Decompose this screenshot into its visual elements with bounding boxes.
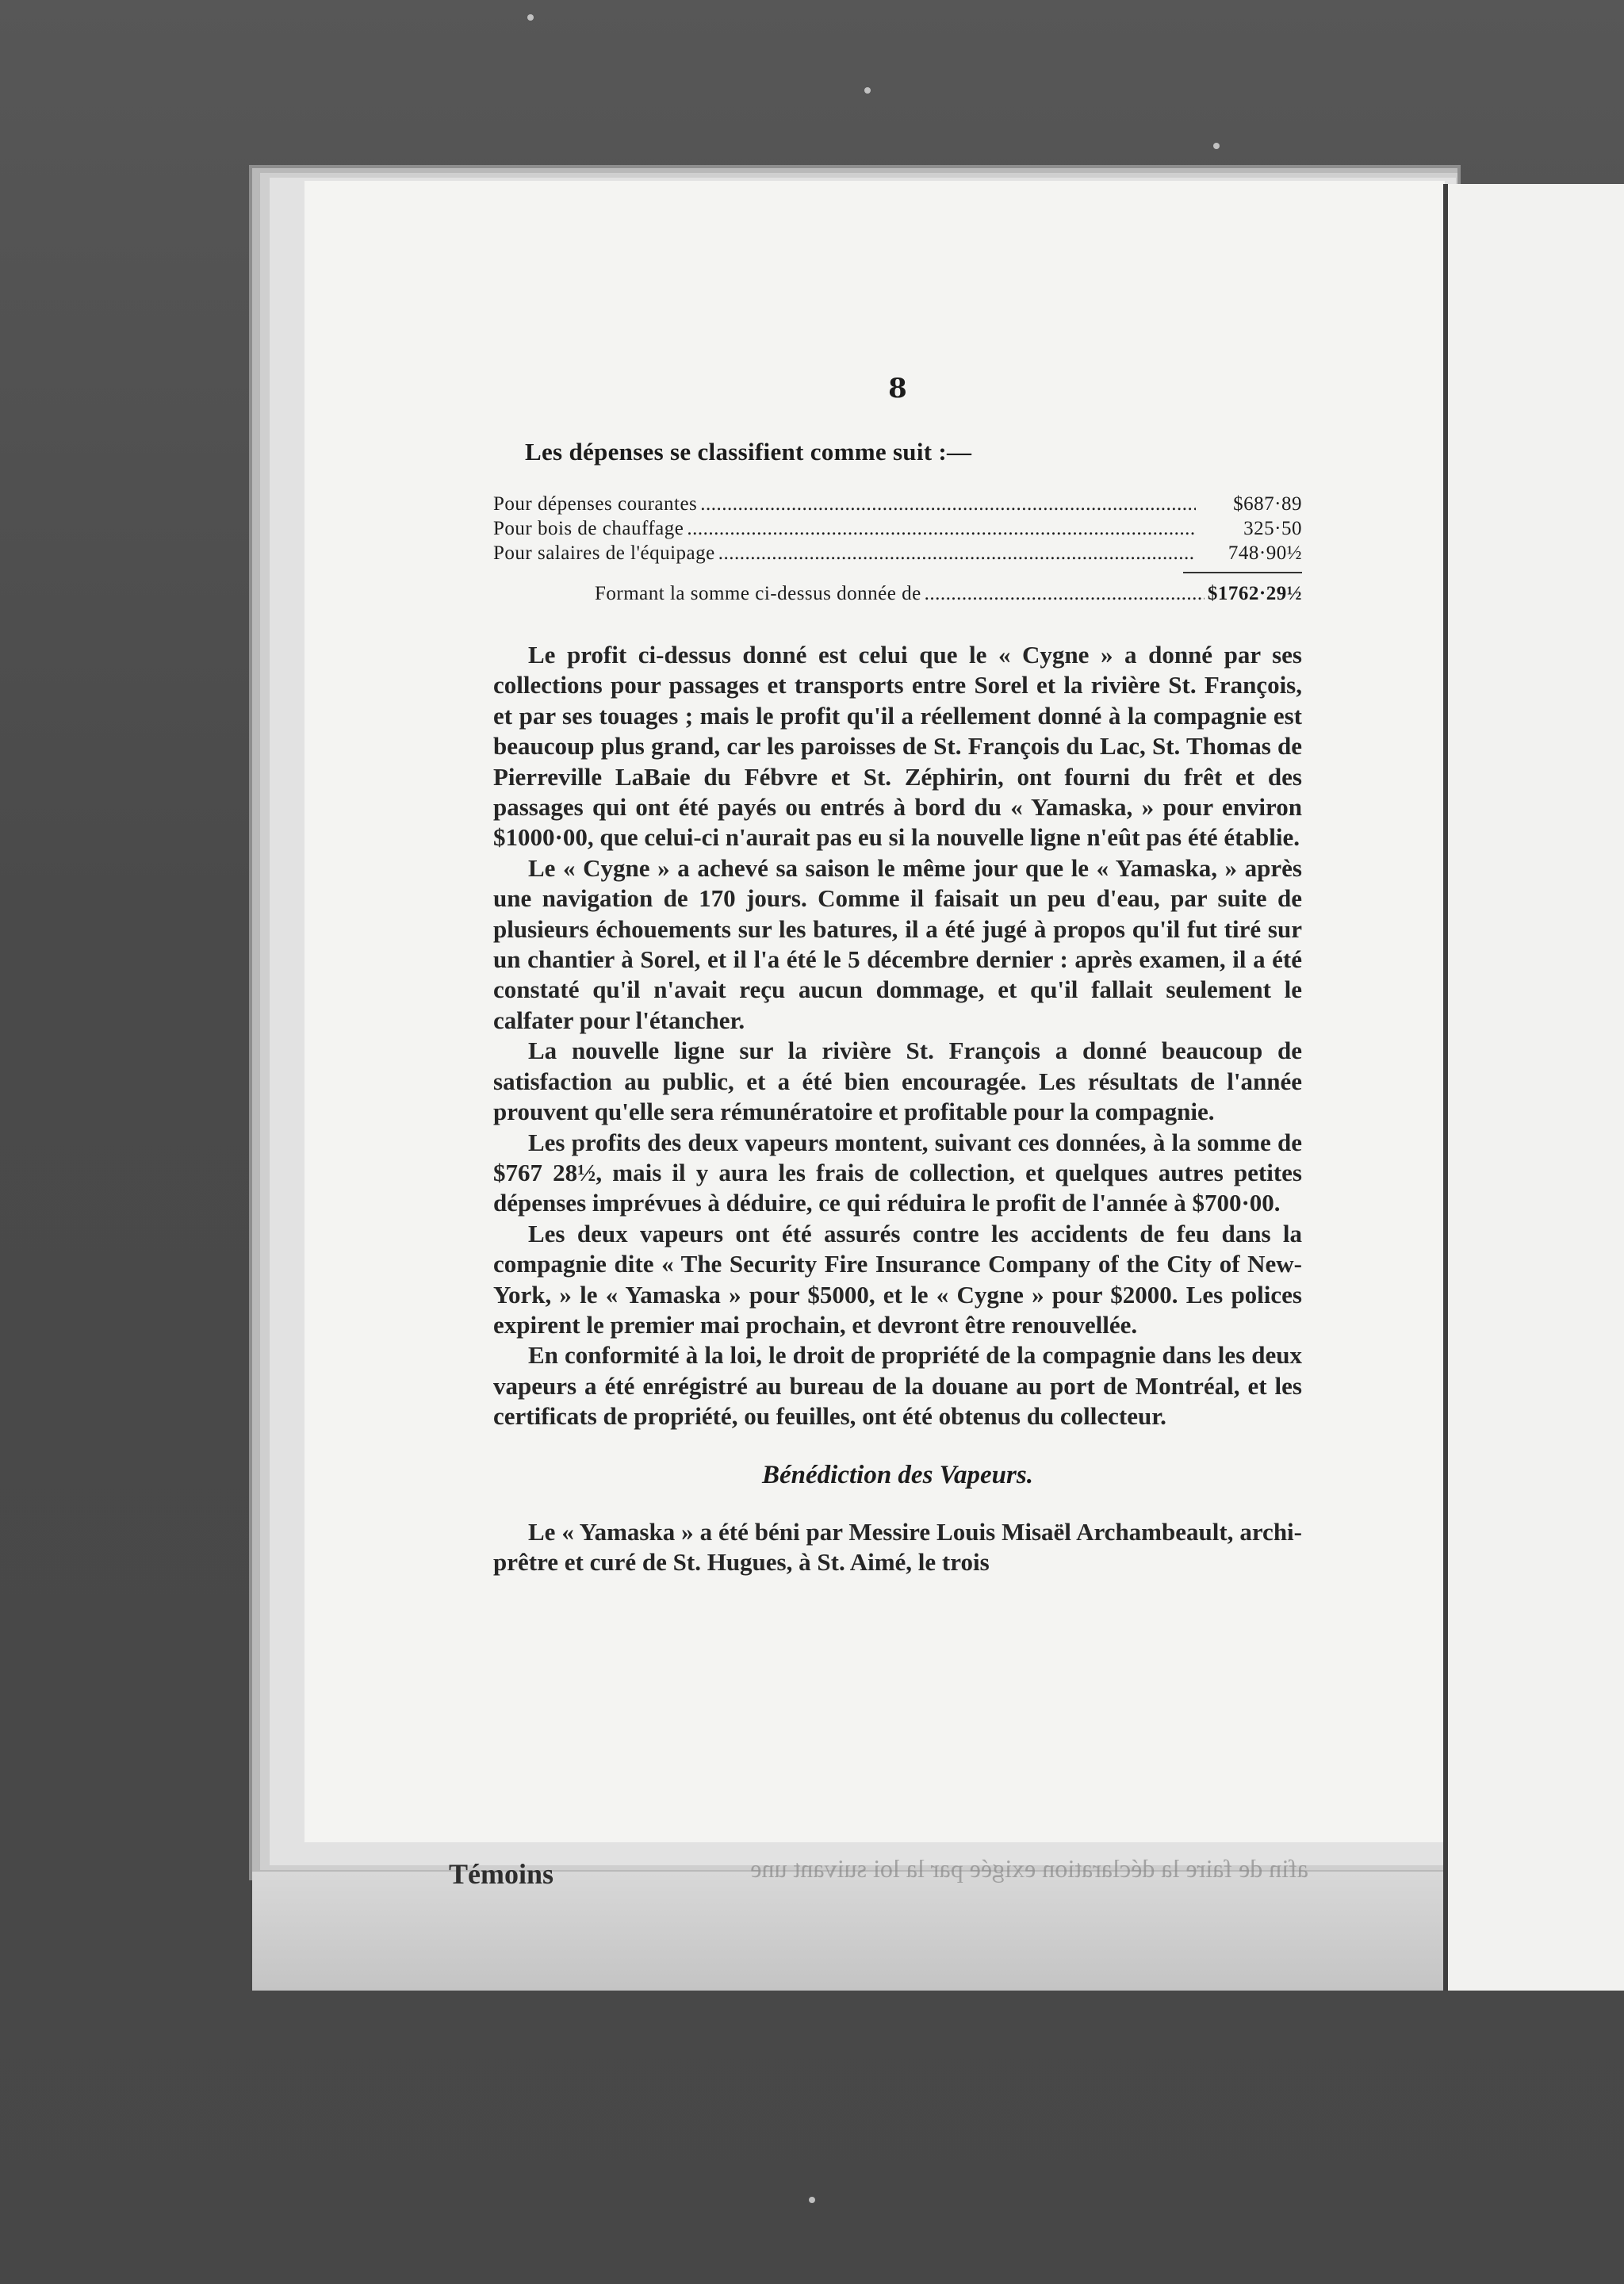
bleed-through-text: afin de faire la déclaration exigée par la loi suivant une	[750, 1854, 1308, 1883]
expense-amount: $687·89	[1233, 493, 1302, 515]
expense-label: Pour salaires de l'équipage	[493, 542, 715, 564]
total-label: Formant la somme ci-dessus donnée de	[595, 583, 921, 604]
dust-speck	[527, 14, 534, 21]
total-row	[595, 583, 1302, 605]
section-heading: Bénédiction des Vapeurs.	[762, 1460, 1033, 1489]
paragraph: Le « Yamaska » a été béni par Messire Louis Misaël Archambeault, archi-prêtre et curé de St. Hugues, à St. Aimé, le trois	[493, 1517, 1302, 1576]
right-page	[1443, 184, 1624, 1991]
expense-table	[493, 492, 1302, 605]
expense-row	[493, 541, 1302, 565]
paragraph: La nouvelle ligne sur la rivière St. François a donné beaucoup de satisfaction au public, et a été bien encouragée. Les résultats de l'année prouvent qu'elle sera rémunératoire et profitable pour la compagnie.	[493, 1037, 1302, 1126]
leader-dots	[687, 516, 1196, 541]
dust-speck	[864, 87, 871, 94]
expense-label: Pour dépenses courantes	[493, 493, 698, 515]
paragraph: Les profits des deux vapeurs montent, suivant ces données, à la somme de $767 28½, mais il y aura les frais de collection, et quelques autres petites dépenses imprévues à déduire, ce qui réduira le profit de l'année à $700·00.	[493, 1128, 1302, 1217]
leader-dots	[718, 541, 1196, 565]
body-text	[493, 640, 1302, 1432]
expenses-intro: Les dépenses se classifient comme suit :—	[525, 438, 972, 466]
paragraph: Le profit ci-dessus donné est celui que le « Cygne » a donné par ses collections pour passages et transports entre Sorel et la rivière St. François, et par ses touages ; mais le profit qu'il a réellement donné à la compagnie est beaucoup plus grand, car les paroisses de St. François du Lac, St. Thomas de Pierreville LaBaie du Fébvre et St. Zéphirin, ont fourni du frêt et des passages qui ont été payés ou entrés à bord du « Yamaska, » pour environ $1000·00, que celui-ci n'aurait pas eu si la nouvelle ligne n'eût pas été établie.	[493, 641, 1302, 852]
expense-row	[493, 492, 1302, 516]
leader-dots	[925, 583, 1205, 605]
expense-row	[493, 516, 1302, 541]
dust-speck	[809, 2197, 815, 2203]
paragraph: Le « Cygne » a achevé sa saison le même jour que le « Yamaska, » après une navigation de 170 jours. Comme il faisait un peu d'eau, par suite de plusieurs échouements sur les batures, il a été jugé à propos qu'il fut tiré sur un chantier à Sorel, et il l'a été le 5 décembre dernier : après examen, il a été constaté qu'il n'avait reçu aucun dommage, et qu'il fallait seulement le calfater pour l'étancher.	[493, 853, 1302, 1034]
dust-speck	[1213, 143, 1220, 149]
paragraph: Les deux vapeurs ont été assurés contre les accidents de feu dans la compagnie dite « The Security Fire Insurance Company of the City of New-York, » le « Yamaska » pour $5000, et le « Cygne » pour $2000. Les polices expirent le premier mai prochain, et devront être renouvellée.	[493, 1219, 1302, 1339]
bottom-page-fold	[252, 1872, 1457, 1991]
catchword: Témoins	[449, 1858, 554, 1890]
expense-amount: 325·50	[1243, 518, 1302, 539]
paragraph: En conformité à la loi, le droit de propriété de la compagnie dans les deux vapeurs a été enrégistré au bureau de la douane au port de Montréal, et les certificats de propriété, ou feuilles, ont été obtenus du collecteur.	[493, 1341, 1302, 1431]
sum-rule	[1183, 572, 1302, 573]
expense-amount: 748·90½	[1228, 542, 1302, 564]
page-content	[493, 373, 1302, 1577]
page-number: 8	[888, 373, 907, 404]
leader-dots	[700, 492, 1196, 516]
total-amount: $1762·29½	[1207, 583, 1302, 604]
expense-label: Pour bois de chauffage	[493, 518, 684, 539]
